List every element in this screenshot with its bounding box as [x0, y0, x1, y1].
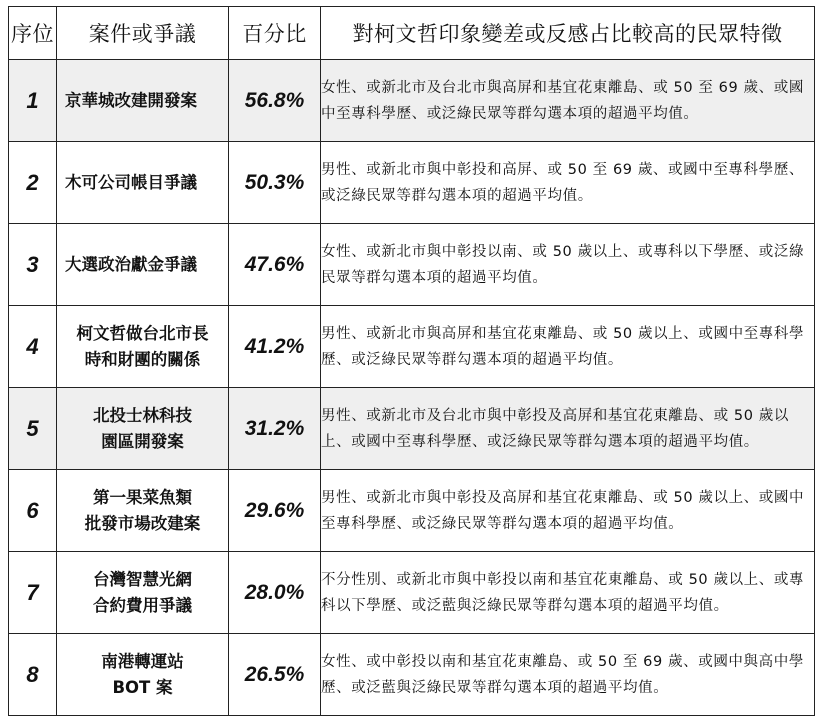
- case-name-line1: 南港轉運站: [101, 651, 184, 671]
- case-cell: [57, 634, 229, 716]
- case-name-line1: 台灣智慧光網: [93, 569, 192, 589]
- percent-cell: 26.5%: [229, 634, 321, 716]
- rank-cell: 4: [9, 306, 57, 388]
- groups-cell: 男性、或新北市與中彰投及高屏和基宜花東離島、或 50 歲以上、或國中至專科學歷、或泛綠民眾等群勾選本項的超過平均值。: [321, 470, 815, 552]
- survey-table: [8, 6, 815, 716]
- case-cell: [57, 224, 229, 306]
- case-name-line2: 批發市場改建案: [84, 513, 201, 533]
- table-row: [9, 552, 815, 634]
- percent-cell: 28.0%: [229, 552, 321, 634]
- table-row: [9, 634, 815, 716]
- case-name: 大選政治獻金爭議: [65, 254, 197, 274]
- groups-cell: 女性、或新北市與中彰投以南、或 50 歲以上、或專科以下學歷、或泛綠民眾等群勾選本項的超過平均值。: [321, 224, 815, 306]
- rank-cell: 6: [9, 470, 57, 552]
- header-case: 案件或爭議: [57, 7, 229, 60]
- case-name-line1: 北投士林科技: [93, 405, 192, 425]
- table-row: [9, 470, 815, 552]
- rank-cell: 5: [9, 388, 57, 470]
- case-cell: [57, 552, 229, 634]
- percent-cell: 31.2%: [229, 388, 321, 470]
- case-name-line1: 柯文哲做台北市長: [76, 323, 209, 343]
- case-name-line2: 合約費用爭議: [93, 595, 192, 615]
- case-name-line2: 時和財團的關係: [84, 349, 201, 369]
- case-name: 京華城改建開發案: [65, 90, 197, 110]
- case-name-line1: 第一果菜魚類: [93, 487, 192, 507]
- header-groups: 對柯文哲印象變差或反感占比較高的民眾特徵: [321, 7, 815, 60]
- rank-cell: 1: [9, 60, 57, 142]
- groups-cell: 男性、或新北市及台北市與中彰投及高屏和基宜花東離島、或 50 歲以上、或國中至專科學歷、或泛綠民眾等群勾選本項的超過平均值。: [321, 388, 815, 470]
- case-cell: [57, 142, 229, 224]
- groups-cell: 女性、或新北市及台北市與高屏和基宜花東離島、或 50 至 69 歲、或國中至專科學歷、或泛綠民眾等群勾選本項的超過平均值。: [321, 60, 815, 142]
- groups-cell: 女性、或中彰投以南和基宜花東離島、或 50 至 69 歲、或國中與高中學歷、或泛藍與泛綠民眾等群勾選本項的超過平均值。: [321, 634, 815, 716]
- header-percent: 百分比: [229, 7, 321, 60]
- case-cell: [57, 60, 229, 142]
- case-cell: [57, 470, 229, 552]
- case-name-line2: BOT 案: [112, 677, 173, 697]
- case-name-line2: 園區開發案: [101, 431, 184, 451]
- case-cell: [57, 306, 229, 388]
- case-name: 木可公司帳目爭議: [65, 172, 197, 192]
- table-row: [9, 60, 815, 142]
- percent-cell: 56.8%: [229, 60, 321, 142]
- table-row: [9, 388, 815, 470]
- table-row: [9, 142, 815, 224]
- percent-cell: 41.2%: [229, 306, 321, 388]
- percent-cell: 47.6%: [229, 224, 321, 306]
- rank-cell: 2: [9, 142, 57, 224]
- table-row: [9, 224, 815, 306]
- rank-cell: 7: [9, 552, 57, 634]
- groups-cell: 不分性別、或新北市與中彰投以南和基宜花東離島、或 50 歲以上、或專科以下學歷、或泛藍與泛綠民眾等群勾選本項的超過平均值。: [321, 552, 815, 634]
- header-row: [9, 7, 815, 60]
- header-rank: 序位: [9, 7, 57, 60]
- percent-cell: 50.3%: [229, 142, 321, 224]
- rank-cell: 3: [9, 224, 57, 306]
- case-cell: [57, 388, 229, 470]
- rank-cell: 8: [9, 634, 57, 716]
- groups-cell: 男性、或新北市與高屏和基宜花東離島、或 50 歲以上、或國中至專科學歷、或泛綠民眾等群勾選本項的超過平均值。: [321, 306, 815, 388]
- groups-cell: 男性、或新北市與中彰投和高屏、或 50 至 69 歲、或國中至專科學歷、或泛綠民眾等群勾選本項的超過平均值。: [321, 142, 815, 224]
- table-row: [9, 306, 815, 388]
- percent-cell: 29.6%: [229, 470, 321, 552]
